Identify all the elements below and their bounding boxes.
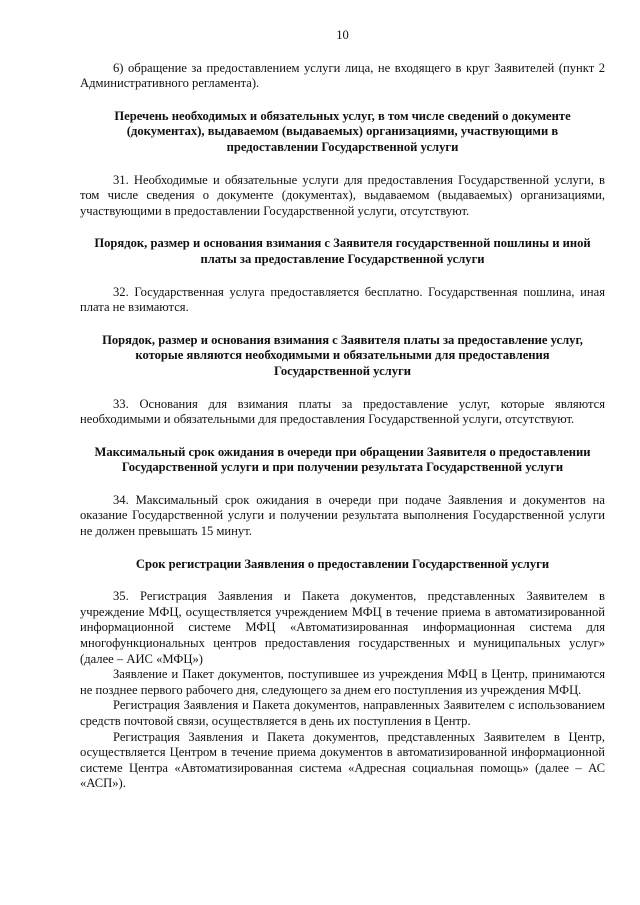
heading-queue-waiting-time: Максимальный срок ожидания в очереди при обращении Заявителя о предоставлении Государственной услуги и при получении результата Государственной услуги xyxy=(94,444,591,475)
paragraph-34: 34. Максимальный срок ожидания в очереди при подаче Заявления и документов на оказание Государственной услуги и получении результата выполнения Государственной услуги не должен превышать 15 минут. xyxy=(80,492,605,539)
page-number: 10 xyxy=(336,28,349,42)
paragraph-32: 32. Государственная услуга предоставляется бесплатно. Государственная пошлина, иная плата не взимаются. xyxy=(80,284,605,315)
paragraph-35-center: Регистрация Заявления и Пакета документов, представленных Заявителем в Центр, осуществляется Центром в течение приема документов в автоматизированной информационной системе Центра «Автоматизированная система «Адресная социальная помощь» (далее – АС «АСП»). xyxy=(80,729,605,791)
heading-required-services: Перечень необходимых и обязательных услуг, в том числе сведений о документе (документах), выдаваемом (выдаваемых) организациями, участвующими в предоставлении Государственной услуги xyxy=(114,108,571,154)
paragraph-35-mfc-transfer: Заявление и Пакет документов, поступившее из учреждения МФЦ в Центр, принимаются не позднее первого рабочего дня, следующего за днем его поступления из учреждения МФЦ. xyxy=(80,667,605,697)
paragraph-35: 35. Регистрация Заявления и Пакета документов, представленных Заявителем в учреждение МФЦ, осуществляется учреждением МФЦ в течение приема в автоматизированной информационной системе МФЦ «Автоматизированная информационная система для многофункциональных центров предоставления государственных и муниципальных услуг» (далее – АИС «МФЦ») xyxy=(80,589,605,666)
paragraph-35-postal: Регистрация Заявления и Пакета документов, направленных Заявителем с использованием средств почтовой связи, осуществляется в день их поступления в Центр. xyxy=(80,698,605,728)
heading-registration-period: Срок регистрации Заявления о предоставлении Государственной услуги xyxy=(135,556,550,571)
document-page xyxy=(80,28,605,792)
paragraph-33: 33. Основания для взимания платы за предоставление услуг, которые являются необходимыми и обязательными для предоставления Государственной услуги, отсутствуют. xyxy=(80,396,605,427)
paragraph-31: 31. Необходимые и обязательные услуги для предоставления Государственной услуги, в том числе сведения о документе (документах), выдаваемом (выдаваемых) организациями, участвующими в предоставлении Государственной услуги, отсутствуют. xyxy=(80,172,605,218)
paragraph-item-6: 6) обращение за предоставлением услуги лица, не входящего в круг Заявителей (пункт 2 Административного регламента). xyxy=(80,60,605,91)
heading-state-duty: Порядок, размер и основания взимания с Заявителя государственной пошлины и иной платы за предоставление Государственной услуги xyxy=(94,236,591,266)
heading-fees-for-services: Порядок, размер и основания взимания с Заявителя платы за предоставление услуг, которые являются необходимыми и обязательными для предоставления Государственной услуги xyxy=(102,332,583,378)
